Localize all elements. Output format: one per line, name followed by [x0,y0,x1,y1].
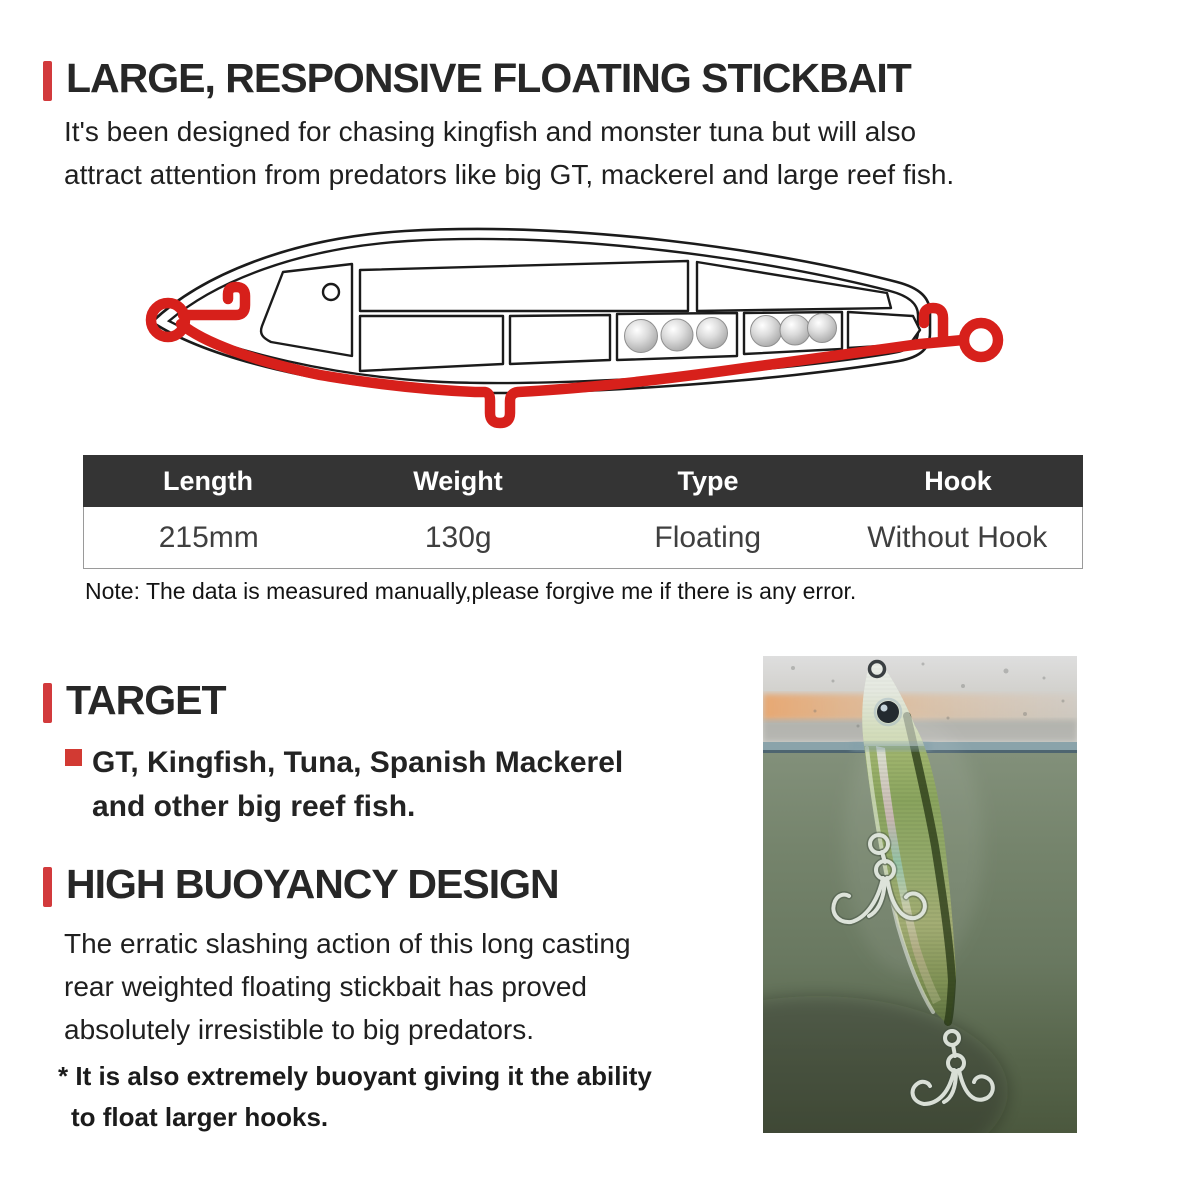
ball-weight [625,320,658,353]
vent-hole [323,284,339,300]
ball-weight [751,316,782,347]
ball-weight [808,314,837,343]
spec-table-row [83,507,1083,569]
spec-col-type: Type [677,465,739,496]
sunset-streak [763,694,1077,720]
buoyancy-paragraph-line: The erratic slashing action of this long casting [64,928,631,959]
target-section-header [43,677,226,723]
target-title: TARGET [66,677,226,723]
spec-table-header [83,455,1083,507]
spec-value-length: 215mm [158,520,259,554]
target-bullet-item [65,741,623,829]
spec-col-length: Length [163,465,253,496]
ball-weight [697,318,728,349]
intro-paragraph-line: attract attention from predators like big GT, mackerel and large reef fish. [64,159,955,190]
buoyancy-footnote [58,1056,652,1138]
lure-eye [877,701,899,723]
buoyancy-paragraph [64,922,631,1051]
tail-eye-loop [964,323,998,357]
lure-eye-highlight [881,705,888,712]
ball-weight [661,319,693,351]
red-square-bullet-icon [65,749,82,766]
upper-chamber [360,261,688,311]
lure-floating-photo [763,656,1077,1133]
buoyancy-section-header [43,861,559,907]
lower-chamber-2 [510,315,610,364]
buoyancy-paragraph-line: absolutely irresistible to big predators. [64,1014,535,1045]
target-bullet-text [92,741,623,829]
intro-section-header [43,55,911,101]
lower-chamber-1 [360,316,503,371]
spec-value-type: Floating [654,520,762,554]
red-accent-bar-icon [43,867,52,907]
target-bullet-line: GT, Kingfish, Tuna, Spanish Mackerel [92,746,624,779]
buoyancy-title: HIGH BUOYANCY DESIGN [66,861,559,907]
ball-weight [780,315,810,345]
lure-cross-section-diagram [75,220,1065,452]
red-accent-bar-icon [43,61,52,101]
meniscus [851,742,931,751]
buoyancy-footnote-line: * It is also extremely buoyant giving it the ability [58,1061,652,1091]
measurement-note: Note: The data is measured manually,please forgive me if there is any error. [85,578,857,604]
spec-table [83,455,1083,569]
spec-col-hook: Hook [924,465,992,496]
spec-col-weight: Weight [413,465,503,496]
buoyancy-paragraph-line: rear weighted floating stickbait has proved [64,971,587,1002]
intro-paragraph-line: It's been designed for chasing kingfish and monster tuna but will also [64,116,917,147]
intro-paragraph [64,110,954,196]
red-accent-bar-icon [43,683,52,723]
spec-value-weight: 130g [424,520,492,554]
spec-value-hook: Without Hook [867,520,1048,554]
intro-title: LARGE, RESPONSIVE FLOATING STICKBAIT [66,55,911,101]
target-bullet-line: and other big reef fish. [92,790,416,823]
buoyancy-footnote-line: to float larger hooks. [71,1102,329,1132]
